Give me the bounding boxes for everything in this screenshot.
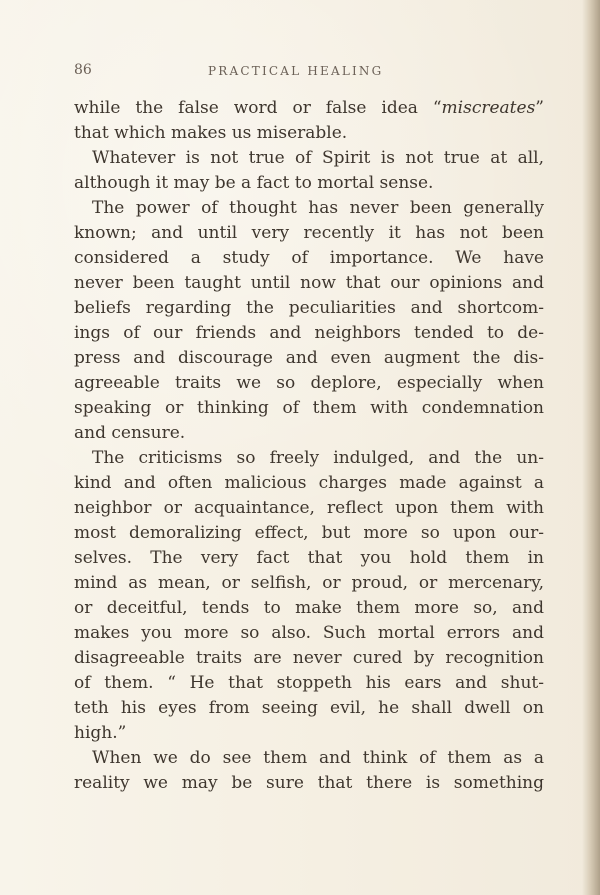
text-line-9: beliefs regarding the peculiarities and shortcom- (74, 298, 544, 318)
text-line-25: teth his eyes from seeing evil, he shall dwell on (74, 698, 544, 718)
page-header (74, 62, 544, 82)
text-line-13: speaking or thinking of them with condemnation (74, 398, 544, 418)
text-line-17: neighbor or acquaintance, reflect upon them with (74, 498, 544, 518)
text-line-24: of them. “ He that stoppeth his ears and shut- (74, 673, 544, 693)
text-line-27: When we do see them and think of them as a (92, 748, 544, 768)
text-line-4: although it may be a fact to mortal sense. (74, 173, 434, 193)
text-line-5: The power of thought has never been generally (92, 198, 544, 218)
text-line-16: kind and often malicious charges made against a (74, 473, 544, 493)
text-line-11: press and discourage and even augment the dis- (74, 348, 544, 368)
text-line-8: never been taught until now that our opinions and (74, 273, 544, 293)
text-line-19: selves. The very fact that you hold them in (74, 548, 544, 568)
text-line-26: high.” (74, 723, 127, 743)
page-edge-shadow (582, 0, 600, 895)
text-line-22: makes you more so also. Such mortal errors and (74, 623, 544, 643)
text-line-14: and censure. (74, 423, 186, 443)
page-number: 86 (74, 62, 92, 78)
text-line-10: ings of our friends and neighbors tended to de- (74, 323, 544, 343)
text-line-12: agreeable traits we so deplore, especially when (74, 373, 544, 393)
text-line-15: The criticisms so freely indulged, and the un- (92, 448, 544, 468)
text-line-23: disagreeable traits are never cured by recognition (74, 648, 544, 668)
text-line-3: Whatever is not true of Spirit is not true at all, (92, 148, 544, 168)
text-line-1: while the false word or false idea “miscreates” (74, 98, 544, 118)
text-line-28: reality we may be sure that there is something (74, 773, 544, 793)
text-line-18: most demoralizing effect, but more so upon our- (74, 523, 544, 543)
text-line-20: mind as mean, or selfish, or proud, or mercenary, (74, 573, 544, 593)
text-line-7: considered a study of importance. We have (74, 248, 544, 268)
running-head: PRACTICAL HEALING (208, 64, 384, 78)
text-line-21: or deceitful, tends to make them more so, and (74, 598, 544, 618)
text-line-2: that which makes us miserable. (74, 123, 348, 143)
text-line-6: known; and until very recently it has not been (74, 223, 544, 243)
body-text (74, 96, 544, 796)
